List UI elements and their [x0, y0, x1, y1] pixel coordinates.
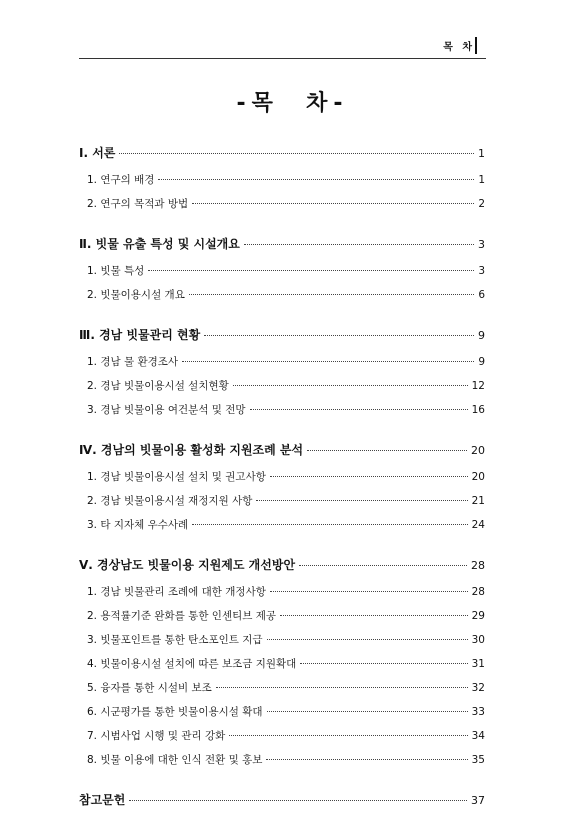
dot-leader [300, 663, 467, 664]
toc-chapter-page-number: 20 [471, 444, 485, 457]
toc-chapter-title: 참고문헌 [79, 793, 126, 807]
toc-section [79, 435, 485, 537]
dot-leader [129, 800, 467, 801]
toc-subsection[interactable] [79, 465, 485, 489]
toc-subsection[interactable] [79, 748, 485, 772]
toc-subsection[interactable] [79, 724, 485, 748]
toc-chapter-page-number: 3 [478, 238, 485, 251]
toc-subsection-page-number: 6 [478, 289, 485, 301]
toc-chapter-page-number: 37 [471, 794, 485, 807]
dot-leader [267, 639, 468, 640]
toc-section [79, 550, 485, 772]
toc-subsection-title: 1. 경남 빗물관리 조례에 대한 개정사항 [87, 586, 266, 598]
dot-leader [307, 450, 467, 451]
dot-leader [299, 565, 467, 566]
toc-subsection-title: 1. 연구의 배경 [87, 174, 155, 186]
toc-subsection[interactable] [79, 580, 485, 604]
dot-leader [229, 735, 467, 736]
toc-subsection[interactable] [79, 604, 485, 628]
dot-leader [250, 409, 468, 410]
toc-section [79, 229, 485, 307]
toc-subsection-page-number: 3 [478, 265, 485, 277]
toc-subsection[interactable] [79, 700, 485, 724]
toc-subsection-page-number: 32 [471, 682, 485, 694]
toc-subsection[interactable] [79, 628, 485, 652]
toc-subsection[interactable] [79, 374, 485, 398]
dot-leader [192, 203, 474, 204]
toc-subsection-title: 2. 경남 빗물이용시설 설치현황 [87, 380, 229, 392]
dot-leader [244, 244, 474, 245]
dot-leader [270, 476, 468, 477]
toc-section [79, 138, 485, 216]
dot-leader [192, 524, 467, 525]
table-of-contents [79, 138, 485, 828]
dot-leader [256, 500, 467, 501]
toc-subsection-title: 1. 빗물 특성 [87, 265, 145, 277]
dot-leader [119, 153, 474, 154]
toc-subsection-page-number: 31 [471, 658, 485, 670]
toc-chapter-title: Ⅲ. 경남 빗물관리 현황 [79, 328, 201, 342]
dot-leader [158, 179, 474, 180]
toc-chapter[interactable] [79, 435, 485, 465]
toc-subsection-page-number: 24 [471, 519, 485, 531]
toc-subsection[interactable] [79, 398, 485, 422]
header-divider [475, 37, 477, 54]
toc-subsection[interactable] [79, 168, 485, 192]
toc-subsection-title: 2. 빗물이용시설 개요 [87, 289, 185, 301]
toc-chapter-title: Ⅱ. 빗물 유출 특성 및 시설개요 [79, 237, 240, 251]
toc-chapter-page-number: 9 [478, 329, 485, 342]
toc-subsection-page-number: 35 [471, 754, 485, 766]
dot-leader [266, 759, 467, 760]
toc-subsection-title: 3. 빗물포인트를 통한 탄소포인트 지급 [87, 634, 263, 646]
toc-subsection-page-number: 29 [471, 610, 485, 622]
toc-subsection-title: 8. 빗물 이용에 대한 인식 전환 및 홍보 [87, 754, 263, 766]
toc-subsection-page-number: 2 [478, 198, 485, 210]
dot-leader [216, 687, 468, 688]
toc-chapter[interactable] [79, 550, 485, 580]
toc-subsection[interactable] [79, 350, 485, 374]
dot-leader [148, 270, 474, 271]
toc-chapter[interactable] [79, 320, 485, 350]
toc-subsection-page-number: 34 [471, 730, 485, 742]
toc-subsection-page-number: 12 [471, 380, 485, 392]
dot-leader [189, 294, 474, 295]
toc-subsection-page-number: 33 [471, 706, 485, 718]
toc-subsection-title: 3. 타 지자체 우수사례 [87, 519, 189, 531]
dot-leader [280, 615, 468, 616]
toc-chapter[interactable] [79, 229, 485, 259]
toc-subsection-title: 1. 경남 빗물이용시설 설치 및 권고사항 [87, 471, 266, 483]
toc-subsection-page-number: 9 [478, 356, 485, 368]
toc-chapter-page-number: 28 [471, 559, 485, 572]
dot-leader [267, 711, 468, 712]
dot-leader [182, 361, 474, 362]
toc-chapter-title: Ⅴ. 경상남도 빗물이용 지원제도 개선방안 [79, 558, 296, 572]
toc-subsection[interactable] [79, 676, 485, 700]
toc-subsection-title: 2. 연구의 목적과 방법 [87, 198, 189, 210]
toc-subsection[interactable] [79, 489, 485, 513]
toc-subsection-page-number: 1 [478, 174, 485, 186]
header-rule [79, 58, 486, 59]
toc-subsection-title: 1. 경남 물 환경조사 [87, 356, 179, 368]
toc-section [79, 785, 485, 815]
toc-subsection-page-number: 21 [471, 495, 485, 507]
toc-subsection-title: 6. 시군평가를 통한 빗물이용시설 확대 [87, 706, 263, 718]
page-title: -목 차- [236, 91, 349, 116]
toc-subsection-page-number: 28 [471, 586, 485, 598]
toc-subsection-title: 4. 빗물이용시설 설치에 따른 보조금 지원확대 [87, 658, 297, 670]
toc-chapter-page-number: 1 [478, 147, 485, 160]
toc-subsection-title: 2. 경남 빗물이용시설 재정지원 사항 [87, 495, 253, 507]
toc-chapter-title: Ⅰ. 서론 [79, 146, 116, 160]
toc-chapter[interactable] [79, 785, 485, 815]
toc-subsection-page-number: 30 [471, 634, 485, 646]
toc-subsection-page-number: 20 [471, 471, 485, 483]
dot-leader [270, 591, 468, 592]
toc-subsection[interactable] [79, 283, 485, 307]
dot-leader [204, 335, 474, 336]
toc-subsection[interactable] [79, 192, 485, 216]
toc-subsection-title: 3. 경남 빗물이용 여건분석 및 전망 [87, 404, 246, 416]
toc-subsection-title: 2. 용적률기준 완화를 통한 인센티브 제공 [87, 610, 276, 622]
toc-subsection-title: 7. 시범사업 시행 및 관리 강화 [87, 730, 226, 742]
dot-leader [233, 385, 468, 386]
toc-subsection-title: 5. 융자를 통한 시설비 보조 [87, 682, 212, 694]
toc-subsection-page-number: 16 [471, 404, 485, 416]
toc-chapter[interactable] [79, 138, 485, 168]
toc-chapter-title: Ⅳ. 경남의 빗물이용 활성화 지원조례 분석 [79, 443, 304, 457]
toc-section [79, 320, 485, 422]
toc-subsection[interactable] [79, 652, 485, 676]
running-header-label: 목 차 [443, 42, 475, 53]
toc-subsection[interactable] [79, 513, 485, 537]
toc-subsection[interactable] [79, 259, 485, 283]
